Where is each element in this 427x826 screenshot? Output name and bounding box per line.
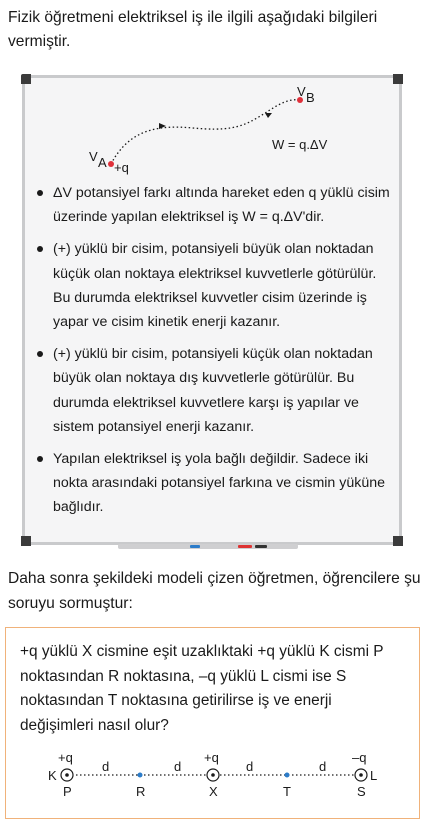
distance-label: d — [246, 759, 254, 774]
l-label: L — [370, 768, 378, 783]
va-subscript: A — [98, 155, 107, 170]
charge-model-diagram — [6, 746, 421, 818]
x-charge-dot — [211, 773, 215, 777]
point-t-label: T — [283, 784, 291, 799]
middle-text: Daha sonra şekildeki modeli çizen öğretmen, öğrencilere şu soruyu sormuştur: — [8, 570, 421, 612]
distance-label: d — [102, 759, 110, 774]
board-corner — [393, 536, 403, 546]
vb-subscript: B — [306, 90, 315, 105]
bullet-list — [35, 181, 395, 528]
whiteboard — [22, 75, 402, 545]
marker-tray — [118, 544, 298, 549]
dotted-path — [111, 100, 300, 164]
work-formula: W = q.ΔV — [272, 137, 328, 152]
k-label: K — [48, 768, 57, 783]
work-path-diagram — [25, 78, 405, 188]
marker-blue — [190, 545, 200, 548]
marker-red — [238, 545, 252, 548]
bullet-item: (+) yüklü bir cisim, potansiyeli küçük olan noktadan büyük olan noktaya dış kuvvetlerle götürülür. Bu durumda elektriksel kuvvetlere karşı iş yapılar ve sistem potansiyel enerji kazanır. — [35, 342, 395, 439]
intro-text: Fizik öğretmeni elektriksel iş ile ilgili aşağıdaki bilgileri vermiştir. — [8, 9, 378, 50]
marker-dark — [255, 545, 267, 548]
l-charge-dot — [359, 773, 363, 777]
k-charge-dot — [65, 773, 69, 777]
question-text: +q yüklü X cismine eşit uzaklıktaki +q yüklü K cismi P noktasından R noktasına, –q yüklü L cismi ise S noktasından T noktasına getirilirse iş ve enerji değişimleri nasıl olur? — [20, 643, 384, 734]
point-r-label: R — [136, 784, 146, 799]
board-corner — [21, 536, 31, 546]
bullet-item: Yapılan elektriksel iş yola bağlı değildir. Sadece iki nokta arasındaki potansiyel farkına ve cismin yüküne bağlıdır. — [35, 447, 395, 520]
question-box — [5, 627, 420, 819]
x-charge-label: +q — [204, 750, 219, 765]
point-s-label: S — [357, 784, 366, 799]
point-r-dot — [138, 773, 143, 778]
va-label: V — [89, 149, 98, 164]
distance-label: d — [174, 759, 182, 774]
point-p-label: P — [63, 784, 72, 799]
point-t-dot — [285, 773, 290, 778]
point-x-label: X — [209, 784, 218, 799]
k-charge-label: +q — [58, 750, 73, 765]
charge-label: +q — [114, 160, 129, 175]
distance-label: d — [319, 759, 327, 774]
bullet-item: (+) yüklü bir cisim, potansiyeli büyük olan noktadan küçük olan noktaya elektriksel kuvvetlerle götürülür. Bu durumda elektriksel kuvvetler cisim üzerinde iş yapar ve cisim kinetik enerji kazanır. — [35, 237, 395, 334]
l-charge-label: –q — [352, 750, 367, 765]
path-arrowhead — [265, 113, 272, 118]
bullet-item: ΔV potansiyel farkı altında hareket eden q yüklü cisim üzerinde yapılan elektriksel iş W = q.ΔV'dir. — [35, 181, 395, 229]
vb-label: V — [297, 84, 306, 99]
